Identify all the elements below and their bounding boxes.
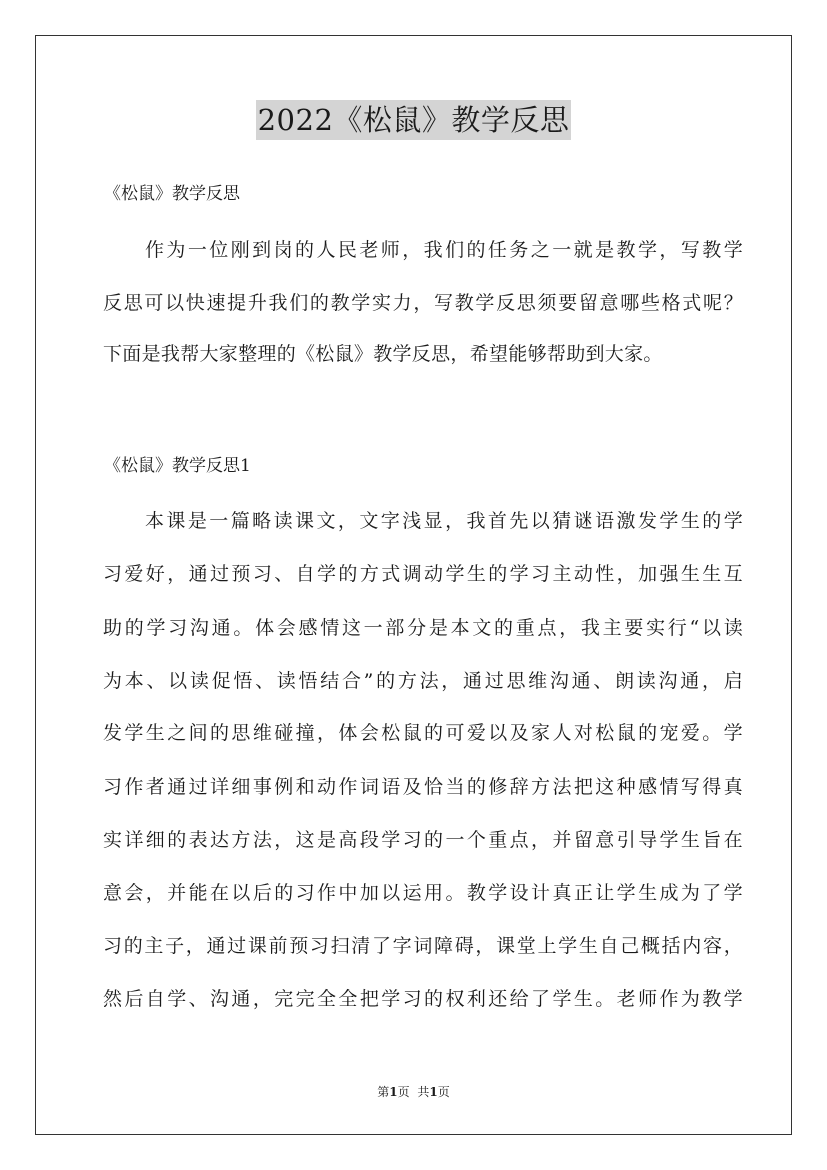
body-line: 意会，并能在以后的习作中加以运用。教学设计真正让学生成为了学 (103, 882, 743, 904)
footer-total-unit: 页 (437, 1085, 450, 1099)
intro-heading: 《松鼠》教学反思 (104, 184, 240, 204)
body-line: 本课是一篇略读课文，文字浅显，我首先以猜谜语激发学生的学 (145, 510, 743, 532)
page-footer (0, 1084, 827, 1100)
body-line: 为本、以读促悟、读悟结合”的方法，通过思维沟通、朗读沟通，启 (103, 670, 743, 692)
body-line: 然后自学、沟通，完完全全把学习的权利还给了学生。老师作为教学 (103, 988, 743, 1010)
intro-line: 下面是我帮大家整理的《松鼠》教学反思，希望能够帮助到大家。 (103, 343, 663, 365)
intro-line: 反思可以快速提升我们的教学实力，写教学反思须要留意哪些格式呢？ (103, 292, 743, 314)
footer-prefix: 第 (377, 1085, 390, 1099)
body-line: 发学生之间的思维碰撞，体会松鼠的可爱以及家人对松鼠的宠爱。学 (103, 722, 743, 744)
title-container (0, 100, 827, 140)
body-line: 助的学习沟通。体会感情这一部分是本文的重点，我主要实行“以读 (103, 617, 743, 639)
footer-page-unit: 页 (397, 1085, 410, 1099)
section-1-heading: 《松鼠》教学反思1 (104, 456, 251, 476)
body-line: 习的主子，通过课前预习扫清了字词障碍，课堂上学生自己概括内容， (103, 935, 743, 957)
footer-total-prefix: 共 (417, 1085, 430, 1099)
footer-total-pages: 1 (429, 1085, 438, 1099)
document-title: 2022《松鼠》教学反思 (256, 100, 572, 140)
body-line: 习作者通过详细事例和动作词语及恰当的修辞方法把这种感情写得真 (103, 776, 743, 798)
body-line: 习爱好，通过预习、自学的方式调动学生的学习主动性，加强生生互 (103, 563, 743, 585)
body-line: 实详细的表达方法，这是高段学习的一个重点，并留意引导学生旨在 (103, 829, 743, 851)
intro-line: 作为一位刚到岗的人民老师，我们的任务之一就是教学，写教学 (145, 239, 743, 261)
footer-page-number: 1 (389, 1085, 398, 1099)
